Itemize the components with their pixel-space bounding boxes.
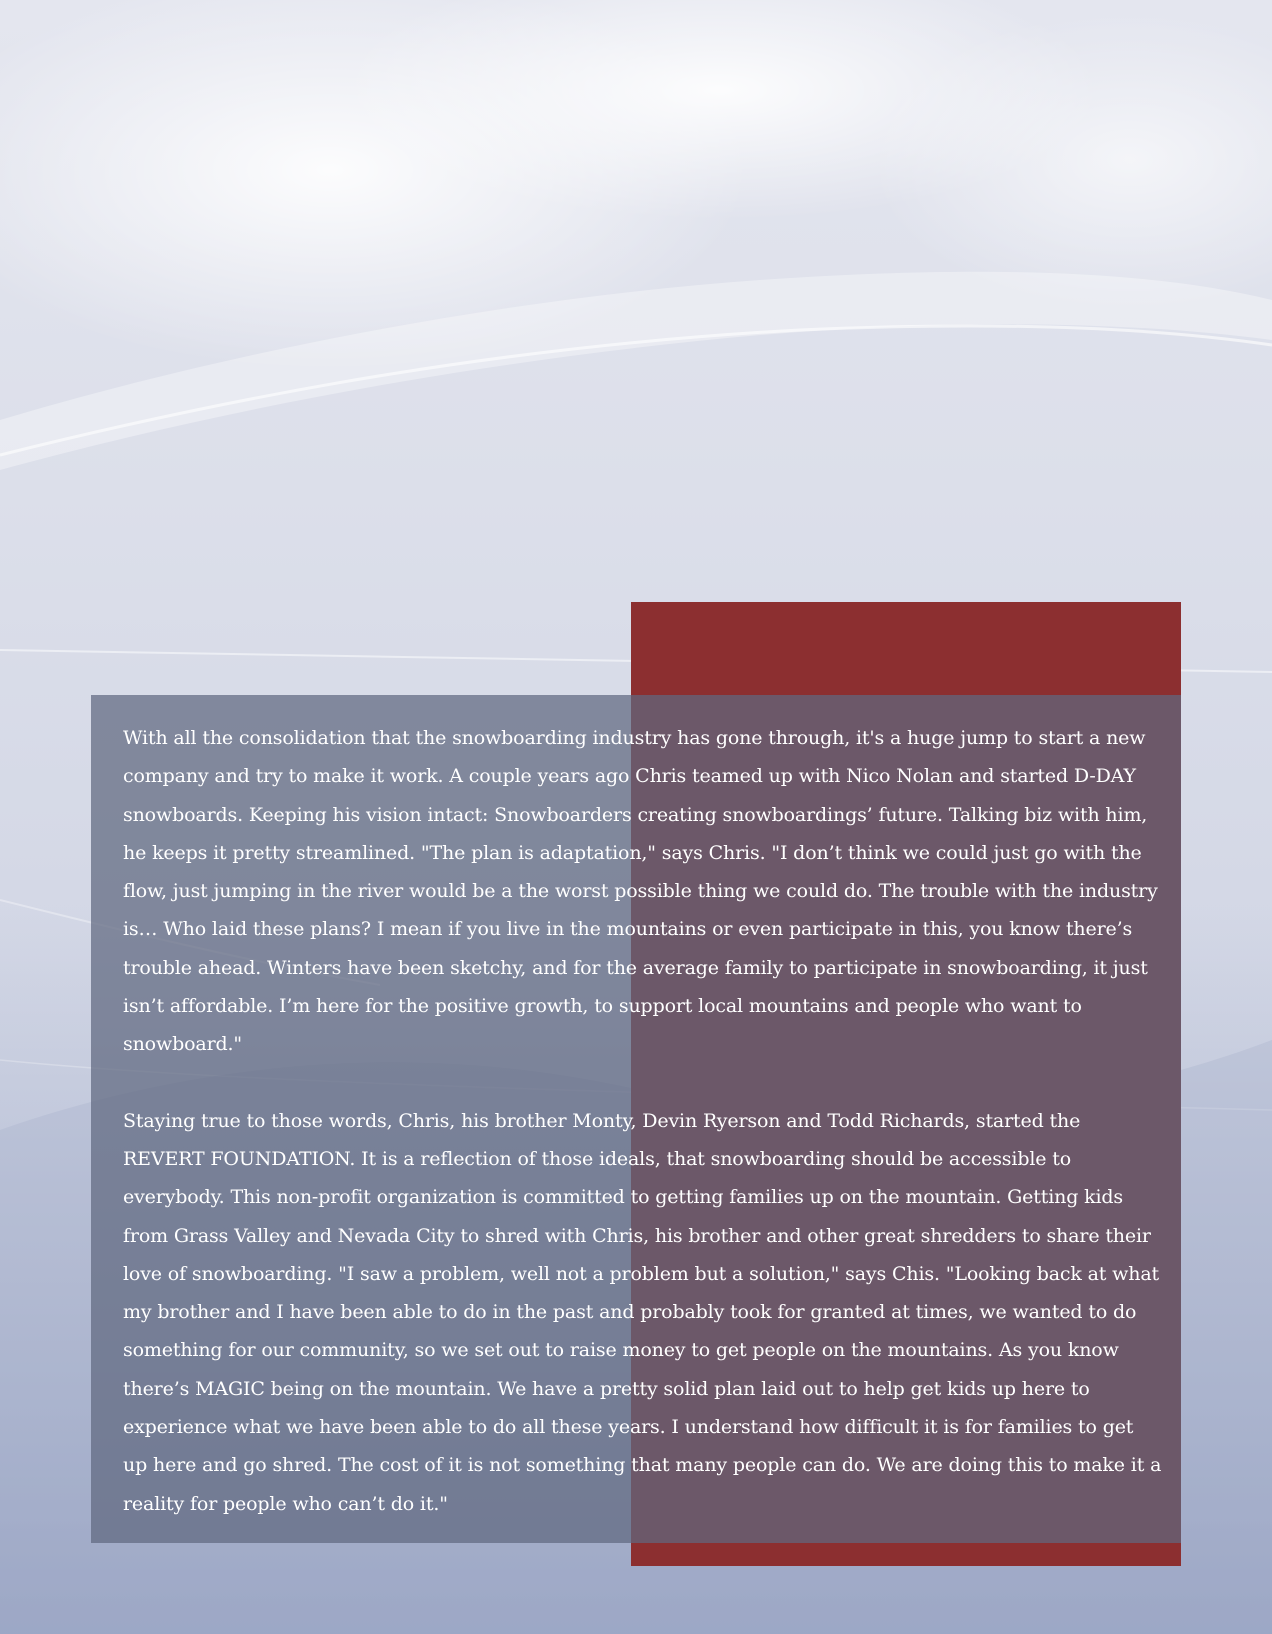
article-paragraph-2: Staying true to those words, Chris, his brother Monty, Devin Ryerson and Todd Richards, started the REVERT FOUNDATION. It is a reflection of those ideals, that snowboarding should be accessible to everybody. This non-profit organization is committed to getting families up on the mountain. Getting kids from Grass Valley and Nevada City to shred with Chris, his brother and other great shredders to share their love of snowboarding. "I saw a problem, well not a problem but a solution," says Chis. "Looking back at what my brother and I have been able to do in the past and probably took for granted at times, we wanted to do something for our community, so we set out to raise money to get people on the mountains. As you know there’s MAGIC being on the mountain. We have a pretty solid plan laid out to help get kids up here to experience what we have been able to do all these years. I understand how difficult it is for families to get up here and go shred. The cost of it is not something that many people can do. We are doing this to make it a reality for people who can’t do it." [123, 1109, 1162, 1515]
article-body [123, 719, 1163, 1523]
article-paragraph-1: With all the consolidation that the snowboarding industry has gone through, it's a huge jump to start a new company and try to make it work. A couple years ago Chris teamed up with Nico Nolan and started D-DAY snowboards. Keeping his vision intact: Snowboarders creating snowboardings’ future. Talking biz with him, he keeps it pretty streamlined. "The plan is adaptation," says Chris. "I don’t think we could just go with the flow, just jumping in the river would be a the worst possible thing we could do. The trouble with the industry is… Who laid these plans? I mean if you live in the mountains or even participate in this, you know there’s trouble ahead. Winters have been sketchy, and for the average family to participate in snowboarding, it just isn’t affordable. I’m here for the positive growth, to support local mountains and people who want to snowboard." [123, 727, 1158, 1056]
